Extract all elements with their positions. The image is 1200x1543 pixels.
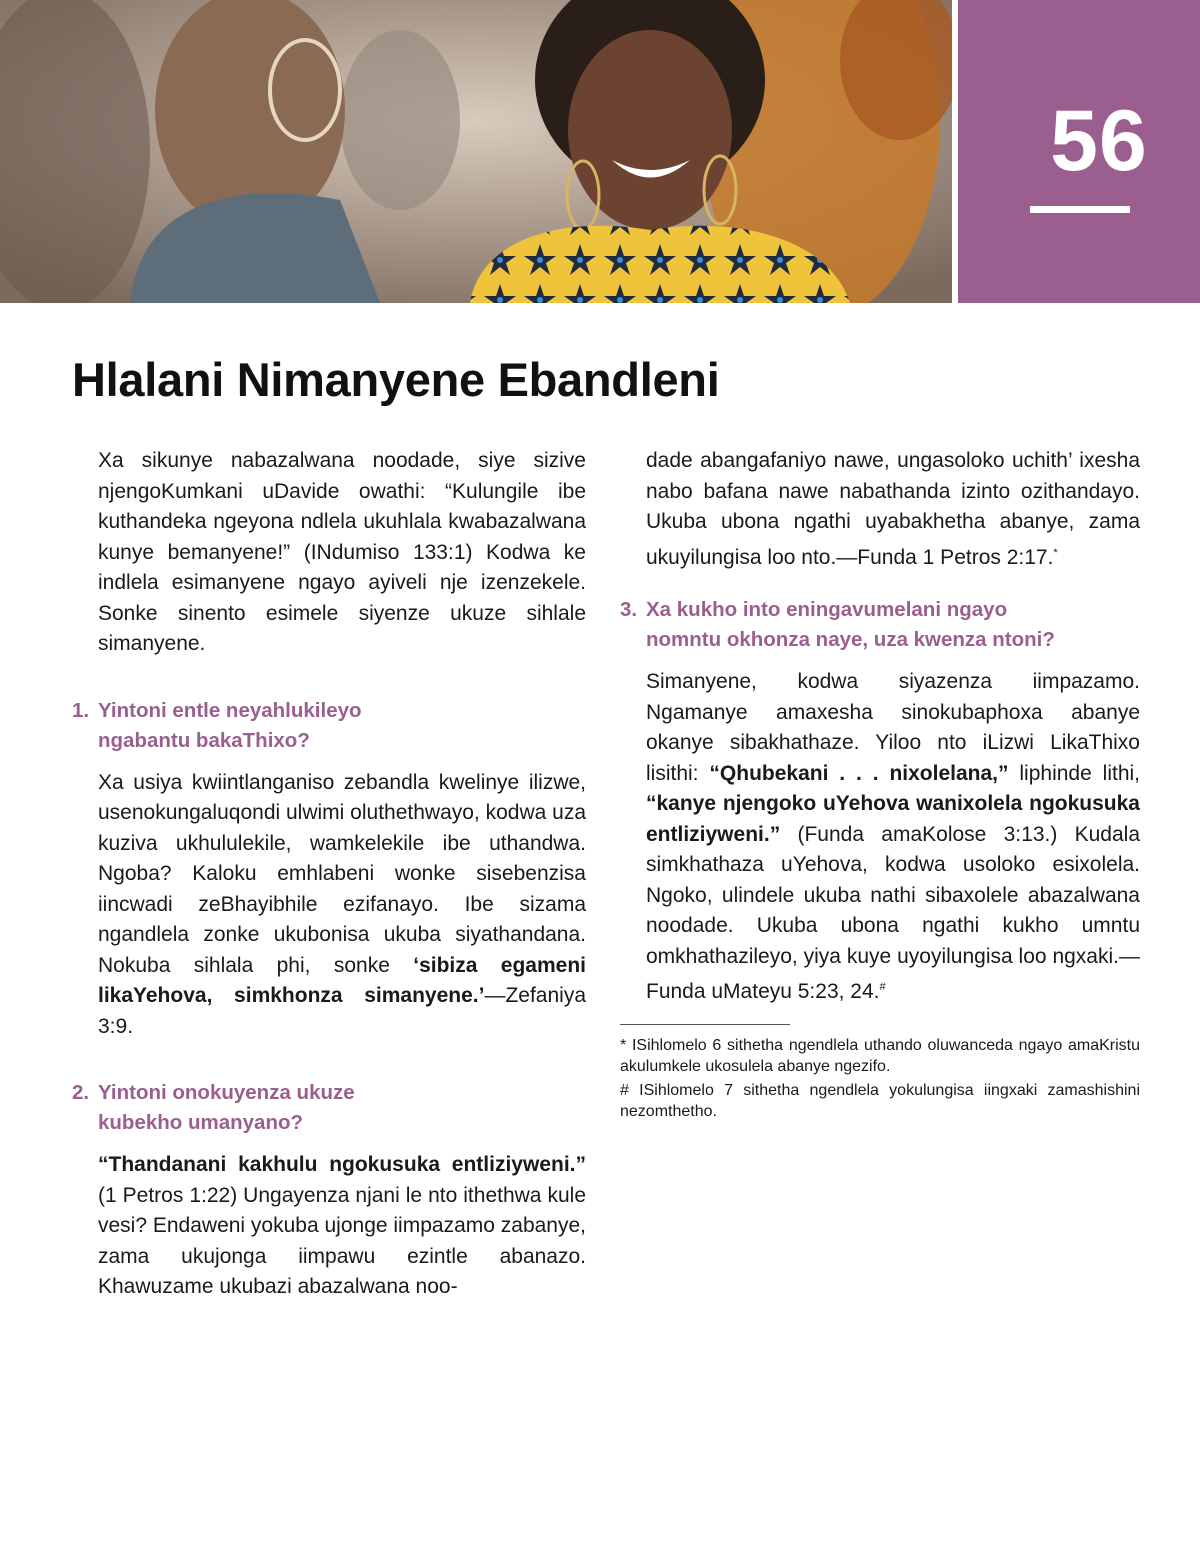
question-line: ngabantu bakaThixo?: [98, 728, 310, 752]
question-line: Yintoni entle neyahlukileyo: [98, 698, 362, 722]
scripture-quote: “kanye njengoko uYehova wanixolela ngokusuka entliziyweni.”: [646, 792, 1140, 846]
lesson-number-panel: [958, 0, 1200, 303]
answer-text: liphinde lithi,: [1008, 761, 1140, 785]
answer-text: (1 Petros 1:22) Ungayenza njani le nto ithethwa kule vesi? Endaweni yokuba ujonge iimpazamo zabanye, zama ukujonga iimpawu ezintle abanazo. Khawuzame ukubazi abazalwana noo-: [98, 1183, 586, 1298]
question-line: nomntu okhonza naye, uza kwenza ntoni?: [646, 628, 1055, 651]
scripture-quote: “Qhubekani . . . nixolelana,”: [709, 761, 1009, 785]
question-number: 2.: [72, 1081, 90, 1104]
footnote-divider: [620, 1024, 790, 1025]
question-line: Xa kukho into eningavumelani ngayo: [646, 598, 1008, 621]
answer-2-continued: [646, 446, 1140, 573]
answer-1-paragraph: [98, 768, 586, 1043]
footnote-mark: #: [620, 1081, 629, 1099]
intro-paragraph: Xa sikunye nabazalwana noodade, siye sizive njengoKumkani uDavide owathi: “Kulungile ibe kuthandeka ngeyona ndlela ukuhlala kwabazalwana kunye bemanyene!” (INdumiso 133:1) Kodwa ke indlela esimanyene ngayo ayiveli nje izenzekele. Sonke sinento esimele siyenze ukuze sihlale simanyene.: [98, 449, 586, 655]
question-3-heading: [620, 595, 1140, 655]
hero-photo: [0, 0, 952, 303]
question-line: kubekho umanyano?: [98, 1111, 304, 1134]
question-3: [620, 595, 1140, 655]
right-column: [620, 446, 1140, 1125]
answer-3-paragraph: [646, 667, 1140, 1008]
footnote-marker[interactable]: *: [1053, 546, 1058, 559]
scripture-quote: ‘sibiza egameni likaYehova, simkhonza simanyene.’: [98, 953, 586, 1007]
answer-text: (Funda amaKolose 3:13.) Kudala simkhathaza uYehova, kodwa usoloko esixolela. Ngoko, ulindele ukuba nathi sibaxolele abazalwana noodade. Ukuba ubona ngathi kukho umntu omkhathazileyo, yiya kuye uyoyilungisa loo ngxaki.—Funda uMateyu 5:23, 24.: [646, 822, 1140, 1003]
scripture-quote: “Thandanani kakhulu ngokusuka entliziyweni.”: [98, 1153, 586, 1176]
question-2-heading: [72, 1078, 586, 1138]
answer-2-paragraph: [98, 1150, 586, 1303]
page-title: Hlalani Nimanyene Ebandleni: [72, 353, 720, 406]
question-number: 3.: [620, 598, 638, 621]
answer-text: Xa usiya kwiintlanganiso zebandla kwelinye ilizwe, usenokungaluqondi ulwimi oluthethwayo, kodwa uza kuziva ukhululekile, wamkelekile ibe uthandwa. Ngoba? Kaloku emhlabeni wonke sisebenzisa iincwadi zeBhayibhile ezifanayo. Ibe sizama ngandlela zonke ukubonisa ukuba siyathandana. Nokuba sihlala phi, sonke: [98, 770, 586, 977]
question-1-heading: [72, 696, 586, 756]
footnote-marker[interactable]: #: [879, 981, 886, 993]
footnote: [620, 1080, 1140, 1123]
left-column: [72, 446, 586, 1303]
hero-illustration: [0, 0, 952, 303]
lesson-number-underline: [1030, 206, 1130, 213]
answer-text: dade abangafaniyo nawe, ungasoloko uchith’ ixesha nabo bafana nawe nabathanda izinto ozithandayo. Ukuba ubona ngathi uyabakhetha abanye, zama ukuyilungisa loo nto.—Funda 1 Petros 2:17.: [646, 449, 1140, 569]
scripture-reference: —Zefaniya 3:9.: [98, 984, 586, 1038]
footnote: [620, 1035, 1140, 1078]
question-number: 1.: [72, 698, 90, 722]
question-1: [72, 696, 586, 756]
footnote-mark: *: [620, 1036, 627, 1054]
question-2: [72, 1078, 586, 1138]
answer-text: Simanyene, kodwa siyazenza iimpazamo. Ngamanye amaxesha sinokubaphoxa abanye okanye sibakhathaze. Yiloo nto iLizwi LikaThixo lisithi:: [646, 670, 1140, 785]
question-line: Yintoni onokuyenza ukuze: [98, 1081, 355, 1104]
footnote-text: ISihlomelo 6 sithetha ngendlela uthando oluwanceda ngayo amaKristu akulumkele ukosulela abanye ngezifo.: [620, 1036, 1140, 1075]
lesson-number: 56: [1050, 93, 1148, 189]
footnote-text: ISihlomelo 7 sithetha ngendlela yokulungisa iingxaki zamashishini nezomthetho.: [620, 1081, 1140, 1120]
